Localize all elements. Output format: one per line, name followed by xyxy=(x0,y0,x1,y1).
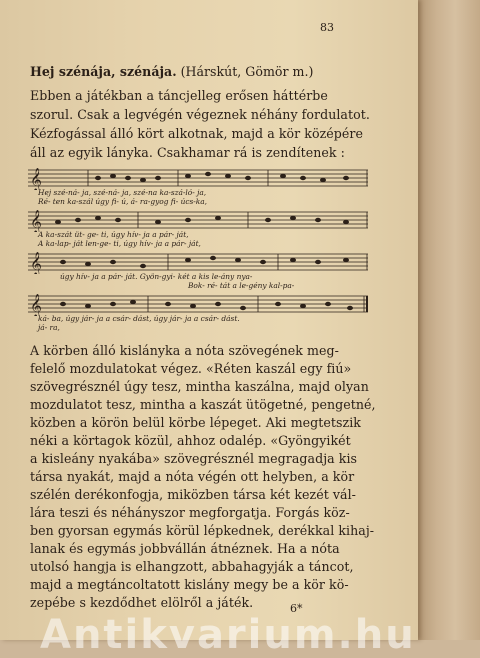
lyric-line: A ka-szát üt- ge- ti, úgy hív- ja a pár- ját, xyxy=(38,230,189,239)
treble-clef-icon: 𝄞 xyxy=(30,167,42,190)
body-line: lanak és egymás jobbvállán átnéznek. Ha a nóta xyxy=(30,541,340,556)
body-line: szövegrésznél úgy tesz, mintha kaszálna, majd olyan xyxy=(30,379,369,394)
intro-line: áll az egyik lányka. Csakhamar rá is zendítenek : xyxy=(30,145,345,160)
page-edge xyxy=(418,0,480,640)
lyric-line: Bok- ré- tát a le-gény kal-pa- xyxy=(188,281,295,290)
body-line: mozdulatot tesz, mintha a kaszát ütögetné, pengetné, xyxy=(30,397,376,412)
music-staff xyxy=(28,292,368,316)
body-line: ben gyorsan egymás körül lépkednek, derékkal kihaj- xyxy=(30,523,375,538)
treble-clef-icon: 𝄞 xyxy=(30,293,42,316)
music-system-3 xyxy=(28,250,368,290)
body-line: közben a körön belül körbe lépeget. Aki megtetszik xyxy=(30,415,361,430)
song-title: Hej szénája, szénája. xyxy=(30,64,177,79)
body-line: szélén derékonfogja, miközben társa két kezét vál- xyxy=(30,487,356,502)
intro-line: szorul. Csak a legvégén végeznek néhány fordulatot. xyxy=(30,107,370,122)
body-line: társa nyakát, majd a nóta végén ott helyben, a kör xyxy=(30,469,355,484)
lyric-line: úgy hív- ja a pár- ját. Gyön-gyi- két a kis le-ány nya- xyxy=(60,272,253,281)
treble-clef-icon: 𝄞 xyxy=(30,209,42,232)
music-staff xyxy=(28,166,368,190)
lyric-line: Ré- ten ka-szál úgy fi- ú, á- ra-gyog fi- úcs-ka, xyxy=(38,197,207,206)
body-line: utolsó hangja is elhangzott, abbahagyják a táncot, xyxy=(30,559,354,574)
treble-clef-icon: 𝄞 xyxy=(30,251,42,274)
body-line: lára teszi és néhányszor megforgatja. Forgás köz- xyxy=(30,505,350,520)
music-system-1 xyxy=(28,166,368,206)
music-system-4 xyxy=(28,292,368,332)
song-heading xyxy=(30,66,313,79)
intro-line: Ebben a játékban a táncjelleg erősen háttérbe xyxy=(30,88,328,103)
page-number: 83 xyxy=(320,21,334,34)
music-staff xyxy=(28,208,368,232)
body-line: felelő mozdulatokat végez. «Réten kaszál egy fiú» xyxy=(30,361,352,376)
lyric-line: ká- ba, úgy jár- ja a csár- dást, úgy jár- ja a csár- dást. xyxy=(38,314,240,323)
body-line: néki a körtagok közül, ahhoz odalép. «Gyöngyikét xyxy=(30,433,351,448)
lyric-line: já- ra, xyxy=(38,323,60,332)
signature-mark: 6* xyxy=(290,602,303,615)
music-system-2 xyxy=(28,208,368,248)
body-line: a kisleány nyakába» szövegrésznél megragadja kis xyxy=(30,451,358,466)
body-line: A körben álló kislányka a nóta szövegének meg- xyxy=(30,343,339,358)
intro-line: Kézfogással álló kört alkotnak, majd a kör középére xyxy=(30,126,363,141)
lyric-line: A ka-lap- ját len-ge- ti, úgy hív- ja a pár- ját, xyxy=(38,239,201,248)
body-line: zepébe s kezdődhet elölről a játék. xyxy=(30,595,254,610)
music-staff xyxy=(28,250,368,274)
lyric-line: Hej szé-ná- ja, szé-ná- ja, szé-na ka-szá-ló- ja, xyxy=(38,188,207,197)
song-source: (Hárskút, Gömör m.) xyxy=(180,64,314,79)
watermark: Antikvarium.hu xyxy=(40,612,416,658)
body-line: majd a megtáncoltatott kislány megy be a kör kö- xyxy=(30,577,349,592)
